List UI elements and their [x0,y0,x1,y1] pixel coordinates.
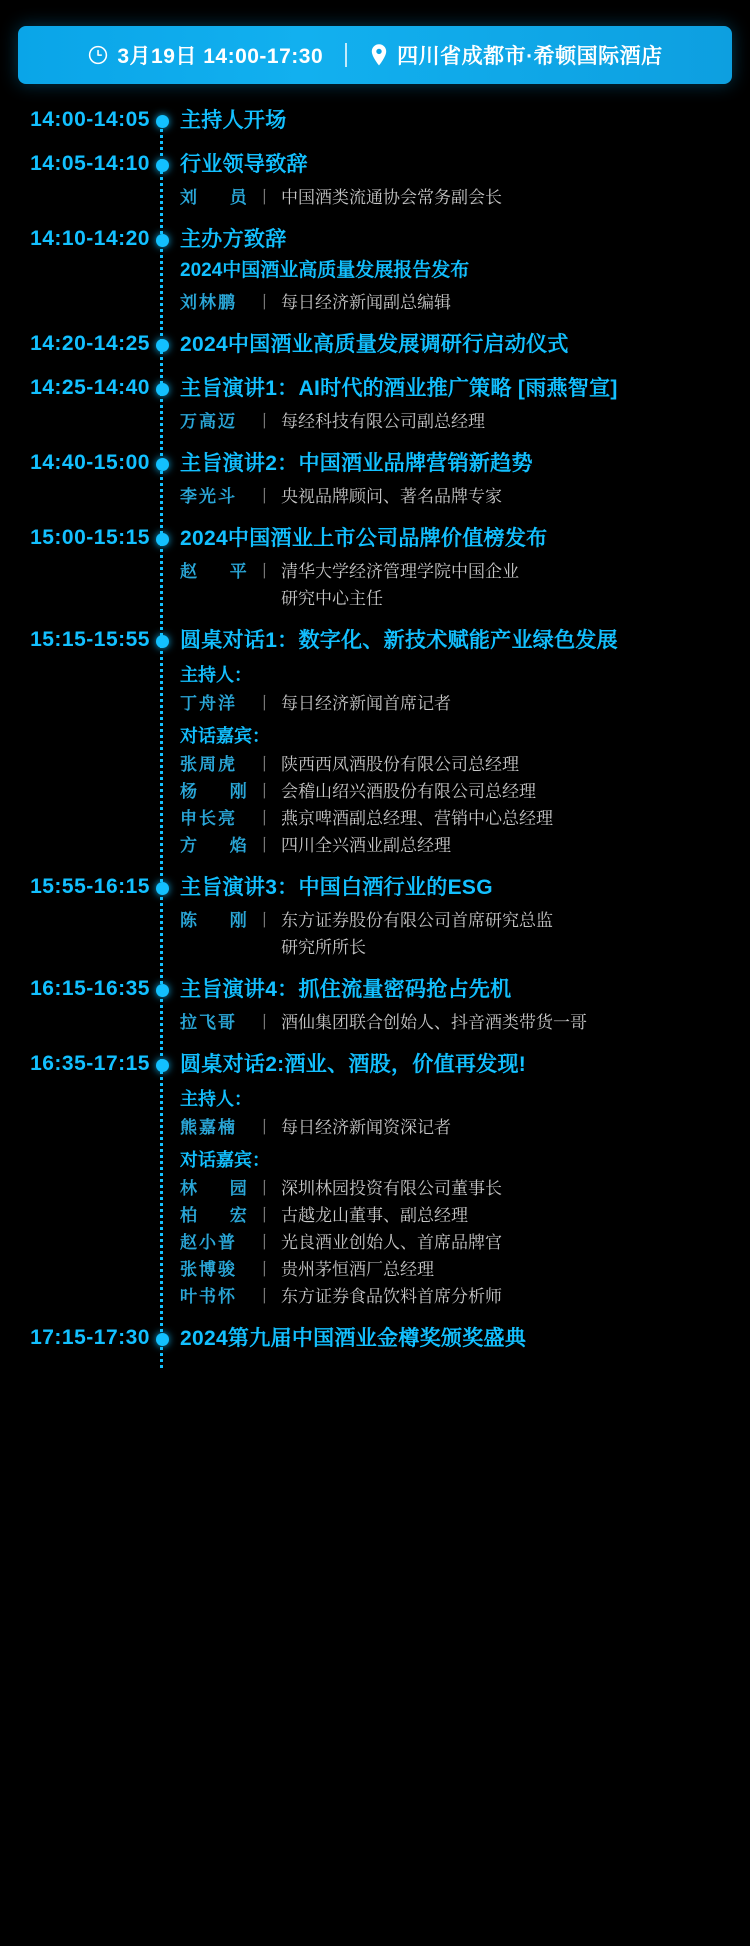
agenda-item [14,626,736,859]
person-role: 四川全兴酒业副总经理 [281,836,451,855]
person-row [180,483,736,510]
host-label: 主持人： [180,665,252,685]
agenda-content [174,626,736,859]
person-role: 东方证券食品饮料首席分析师 [281,1287,502,1306]
person-row [180,832,736,859]
agenda-time: 15:15-15:55 [30,628,150,651]
timeline-bullet-icon [156,984,169,997]
person-role-line1: 清华大学经济管理学院中国企业 [281,562,519,581]
person-role: 古越龙山董事、副总经理 [281,1206,468,1225]
person-role: 燕京啤酒副总经理、营销中心总经理 [281,809,553,828]
timeline-bullet-cell [150,374,174,396]
person-role: 贵州茅恒酒厂总经理 [281,1260,434,1279]
person-separator: 丨 [256,412,273,431]
agenda-content [174,106,736,136]
agenda-guests [180,1175,736,1310]
person-name: 李光斗 [180,487,237,506]
person-separator: 丨 [256,1206,273,1225]
person-role-line1: 东方证券股份有限公司首席研究总监 [281,911,553,930]
agenda-item [14,106,736,136]
person-role [281,558,736,612]
person-separator: 丨 [256,562,273,581]
person-separator: 丨 [256,487,273,506]
header-location-group [369,40,663,70]
person-row [180,558,736,612]
person-separator: 丨 [256,782,273,801]
timeline-bullet-icon [156,383,169,396]
person-row [180,1114,736,1141]
header-location-text: 四川省成都市·希顿国际酒店 [397,45,663,68]
agenda-title: 主办方致辞 [180,228,287,251]
person-role: 光良酒业创始人、首席品牌官 [281,1233,502,1252]
person-name: 叶书怀 [180,1287,237,1306]
person-separator: 丨 [256,1287,273,1306]
person-name: 申长亮 [180,809,237,828]
person-role: 酒仙集团联合创始人、抖音酒类带货一哥 [281,1013,587,1032]
person-separator: 丨 [256,1179,273,1198]
person-name: 张周虎 [180,755,237,774]
agenda-content [174,225,736,316]
agenda-title: 2024中国酒业上市公司品牌价值榜发布 [180,527,548,550]
agenda-title: 主旨演讲4：抓住流量密码抢占先机 [180,978,512,1001]
person-separator: 丨 [256,809,273,828]
header-divider [345,43,347,67]
timeline-bullet-cell [150,975,174,997]
timeline-bullet-icon [156,882,169,895]
agenda-time: 15:00-15:15 [30,526,150,549]
map-pin-icon [369,43,389,67]
person-separator: 丨 [256,836,273,855]
agenda-item [14,1050,736,1310]
timeline-bullet-icon [156,339,169,352]
person-row [180,1256,736,1283]
agenda-time: 17:15-17:30 [30,1326,150,1349]
agenda-hosts [180,690,736,717]
person-separator: 丨 [256,1013,273,1032]
person-row [180,805,736,832]
agenda-title: 主旨演讲1：AI时代的酒业推广策略 [雨燕智宣] [180,377,618,400]
timeline-bullet-cell [150,150,174,172]
agenda-title: 2024第九届中国酒业金樽奖颁奖盛典 [180,1327,527,1350]
person-name: 熊嘉楠 [180,1118,237,1137]
agenda-title: 圆桌对话1：数字化、新技术赋能产业绿色发展 [180,629,618,652]
agenda-people [180,907,736,961]
timeline-bullet-icon [156,533,169,546]
person-name: 万高迈 [180,412,237,431]
person-separator: 丨 [256,911,273,930]
timeline-bullet-icon [156,1059,169,1072]
agenda-page [0,26,750,1946]
header-datetime-text: 3月19日 14:00-17:30 [117,45,324,68]
person-separator: 丨 [256,188,273,207]
timeline-bullet-cell [150,524,174,546]
agenda-content [174,975,736,1036]
person-role [281,907,736,961]
agenda-people [180,483,736,510]
agenda-time: 14:25-14:40 [30,376,150,399]
agenda-content [174,150,736,211]
person-row [180,1283,736,1310]
agenda-hosts [180,1114,736,1141]
person-name: 杨 刚 [180,782,261,801]
agenda-people [180,289,736,316]
timeline-bullet-cell [150,330,174,352]
agenda-item [14,873,736,961]
person-row [180,1229,736,1256]
guest-label: 对话嘉宾： [180,726,270,746]
agenda-guests [180,751,736,859]
person-role: 每日经济新闻资深记者 [281,1118,451,1137]
agenda-title: 主旨演讲3：中国白酒行业的ESG [180,876,493,899]
person-role: 每经科技有限公司副总经理 [281,412,485,431]
agenda-people [180,558,736,612]
person-name: 拉飞哥 [180,1013,237,1032]
agenda-item [14,524,736,612]
person-separator: 丨 [256,694,273,713]
person-row [180,690,736,717]
timeline-bullet-icon [156,635,169,648]
agenda-item [14,374,736,435]
timeline-bullet-cell [150,626,174,648]
agenda-content [174,330,736,360]
agenda-content [174,873,736,961]
agenda-people [180,408,736,435]
person-role: 会稽山绍兴酒股份有限公司总经理 [281,782,536,801]
timeline-bullet-icon [156,159,169,172]
person-row [180,1202,736,1229]
timeline-bullet-cell [150,225,174,247]
agenda-title: 2024中国酒业高质量发展调研行启动仪式 [180,333,569,356]
header-datetime-group [87,40,323,70]
agenda-item [14,225,736,316]
person-role-line2: 研究中心主任 [281,589,383,608]
person-name: 赵 平 [180,562,261,581]
person-separator: 丨 [256,1118,273,1137]
person-row [180,778,736,805]
agenda-time: 14:20-14:25 [30,332,150,355]
timeline-bullet-cell [150,1050,174,1072]
timeline-bullet-cell [150,873,174,895]
person-row [180,1175,736,1202]
agenda-content [174,449,736,510]
person-name: 方 焰 [180,836,261,855]
timeline-bullet-cell [150,449,174,471]
agenda-content [174,1050,736,1310]
agenda-title: 主持人开场 [180,109,287,132]
clock-icon [87,44,109,66]
agenda-people [180,1009,736,1036]
person-row [180,289,736,316]
agenda-content [174,374,736,435]
person-role: 央视品牌顾问、著名品牌专家 [281,487,502,506]
person-row [180,184,736,211]
person-name: 林 园 [180,1179,261,1198]
person-name: 柏 宏 [180,1206,261,1225]
host-label: 主持人： [180,1089,252,1109]
agenda-time: 14:40-15:00 [30,451,150,474]
timeline-bullet-icon [156,234,169,247]
event-header-banner [18,26,732,84]
guest-label: 对话嘉宾： [180,1150,270,1170]
agenda-title: 主旨演讲2：中国酒业品牌营销新趋势 [180,452,533,475]
agenda-timeline [0,106,750,1428]
agenda-item [14,150,736,211]
agenda-time: 16:15-16:35 [30,977,150,1000]
person-role: 每日经济新闻副总编辑 [281,293,451,312]
person-separator: 丨 [256,1233,273,1252]
person-role: 每日经济新闻首席记者 [281,694,451,713]
person-role: 深圳林园投资有限公司董事长 [281,1179,502,1198]
agenda-subtitle: 2024中国酒业高质量发展报告发布 [180,260,470,281]
timeline-bullet-cell [150,1324,174,1346]
timeline-bullet-icon [156,458,169,471]
agenda-item [14,449,736,510]
agenda-time: 16:35-17:15 [30,1052,150,1075]
timeline-bullet-icon [156,1333,169,1346]
agenda-item [14,1324,736,1354]
person-name: 刘 员 [180,188,261,207]
person-role: 陕西西凤酒股份有限公司总经理 [281,755,519,774]
person-separator: 丨 [256,755,273,774]
person-role-line2: 研究所所长 [281,938,366,957]
agenda-time: 15:55-16:15 [30,875,150,898]
agenda-people [180,184,736,211]
timeline-bullet-cell [150,106,174,128]
person-row [180,907,736,961]
person-row [180,751,736,778]
agenda-content [174,1324,736,1354]
person-name: 刘林鹏 [180,293,237,312]
agenda-time: 14:10-14:20 [30,227,150,250]
person-role: 中国酒类流通协会常务副会长 [281,188,502,207]
person-name: 陈 刚 [180,911,261,930]
agenda-time: 14:05-14:10 [30,152,150,175]
person-separator: 丨 [256,1260,273,1279]
agenda-content [174,524,736,612]
agenda-item [14,330,736,360]
agenda-title: 圆桌对话2:酒业、酒股，价值再发现! [180,1053,527,1076]
timeline-bullet-icon [156,115,169,128]
agenda-time: 14:00-14:05 [30,108,150,131]
person-name: 赵小普 [180,1233,237,1252]
agenda-item [14,975,736,1036]
person-name: 张博骏 [180,1260,237,1279]
agenda-title: 行业领导致辞 [180,153,308,176]
person-separator: 丨 [256,293,273,312]
person-row [180,1009,736,1036]
person-name: 丁舟洋 [180,694,237,713]
person-row [180,408,736,435]
